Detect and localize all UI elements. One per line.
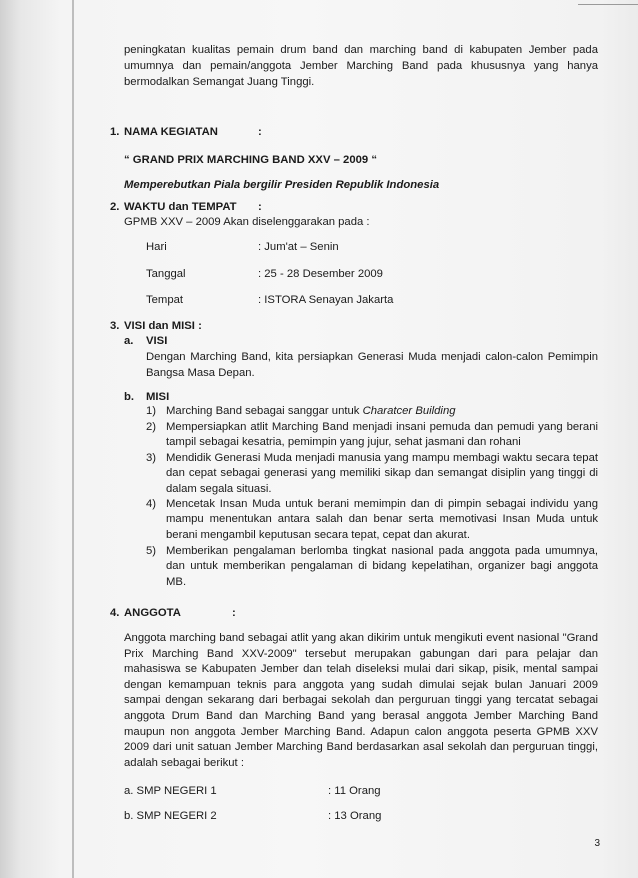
- page-number: 3: [594, 838, 600, 849]
- schedule-label: Hari: [146, 241, 167, 253]
- misi-item: [146, 544, 598, 590]
- misi-text: Marching Band sebagai sanggar untuk: [166, 405, 363, 417]
- visi-letter: a.: [124, 335, 134, 347]
- misi-number: 3): [146, 452, 157, 464]
- misi-item: [146, 451, 598, 497]
- misi-number: 4): [146, 498, 157, 510]
- member-count: : 11 Orang: [328, 785, 381, 797]
- event-subtitle: Memperebutkan Piala bergilir Presiden Republik Indonesia: [124, 179, 440, 191]
- schedule-value: : Jum'at – Senin: [258, 241, 339, 253]
- section-1-colon: :: [258, 126, 262, 138]
- intro-paragraph: peningkatan kualitas pemain drum band dan marching band di kabupaten Jember pada umumnya dan pemain/anggota Jember Marching Band pada khususnya yang hanya bermodalkan Semangat Juang Tinggi.: [124, 44, 598, 89]
- misi-emphasis: Charatcer Building: [362, 405, 456, 417]
- member-school: b. SMP NEGERI 2: [124, 810, 217, 822]
- member-school: a. SMP NEGERI 1: [124, 785, 217, 797]
- section-2-heading: WAKTU dan TEMPAT: [124, 201, 237, 213]
- misi-number: 2): [146, 421, 157, 433]
- event-name: “ GRAND PRIX MARCHING BAND XXV – 2009 “: [124, 154, 377, 166]
- members-paragraph: Anggota marching band sebagai atlit yang akan dikirim untuk mengikuti event nasional "Grand Prix Marching Band XXV-2009" tersebut merupakan gabungan dari para pelajar dan mahasiswa se Kabupaten Jember dan telah diseleksi mulai dari sikap, pisik, mental sampai dengan kemampuan teknis para anggota yang sudah dimulai sejak bulan Januari 2009 sampai dengan sekarang dari berbagai sekolah dan perguruan tinggi yang tercatat sebagai anggota Drum Band dan Marching Band yang berasal anggota Jember Marching Band maupun non anggota Jember Marching Band. Adapun calon anggota peserta GPMB XXV 2009 dari unit satuan Jember Marching Band berdasarkan asal sekolah dan perguruan tinggi, adalah sebagai berikut :: [124, 632, 598, 769]
- misi-text: Memberikan pengalaman berlomba tingkat nasional pada anggota pada umumnya, dan untuk memberikan pengalaman di bidang kepelatihan, organizer bagi anggota MB.: [166, 545, 598, 588]
- section-4-number: 4.: [110, 607, 120, 619]
- section-2-number: 2.: [110, 201, 120, 213]
- schedule-value: : ISTORA Senayan Jakarta: [258, 294, 394, 306]
- misi-text: Mencetak Insan Muda untuk berani memimpin dan di pimpin sebagai individu yang mampu menentukan antara salah dan benar serta memotivasi Insan Muda untuk berani mengambil keputusan secara tepat, cepat dan akurat.: [166, 498, 598, 541]
- section-1-heading: NAMA KEGIATAN: [124, 126, 218, 138]
- section-2-colon: :: [258, 201, 262, 213]
- binding-shadow: [72, 0, 74, 878]
- misi-letter: b.: [124, 391, 135, 403]
- misi-text: Mendidik Generasi Muda menjadi manusia yang mampu membagi waktu secara tepat dan cepat sebagai generasi yang memiliki sikap dan semangat disiplin yang tinggi di dalam segala situasi.: [166, 452, 598, 495]
- schedule-label: Tanggal: [146, 268, 186, 280]
- section-4-heading: ANGGOTA: [124, 607, 181, 619]
- scan-edge-line: [578, 4, 638, 5]
- section-3-number: 3.: [110, 320, 120, 332]
- misi-item: [146, 420, 598, 451]
- schedule-value: : 25 - 28 Desember 2009: [258, 268, 383, 280]
- misi-item: [146, 497, 598, 543]
- member-count: : 13 Orang: [328, 810, 382, 822]
- misi-number: 1): [146, 405, 157, 417]
- visi-text: Dengan Marching Band, kita persiapkan Generasi Muda menjadi calon-calon Pemimpin Bangsa Masa Depan.: [146, 351, 598, 380]
- visi-heading: VISI: [146, 335, 168, 347]
- misi-text: Mempersiapkan atlit Marching Band menjadi insani pemuda dan pemudi yang berani tampil sebagai kesatria, pemimpin yang jujur, sehat jasmani dan rohani: [166, 421, 598, 449]
- section-4-colon: :: [232, 607, 236, 619]
- schedule-intro: GPMB XXV – 2009 Akan diselenggarakan pada :: [124, 216, 370, 228]
- misi-heading: MISI: [146, 391, 170, 403]
- misi-number: 5): [146, 545, 157, 557]
- section-1-number: 1.: [110, 126, 120, 138]
- section-3-heading: VISI dan MISI :: [124, 320, 202, 332]
- misi-item: [146, 404, 598, 419]
- schedule-label: Tempat: [146, 294, 184, 306]
